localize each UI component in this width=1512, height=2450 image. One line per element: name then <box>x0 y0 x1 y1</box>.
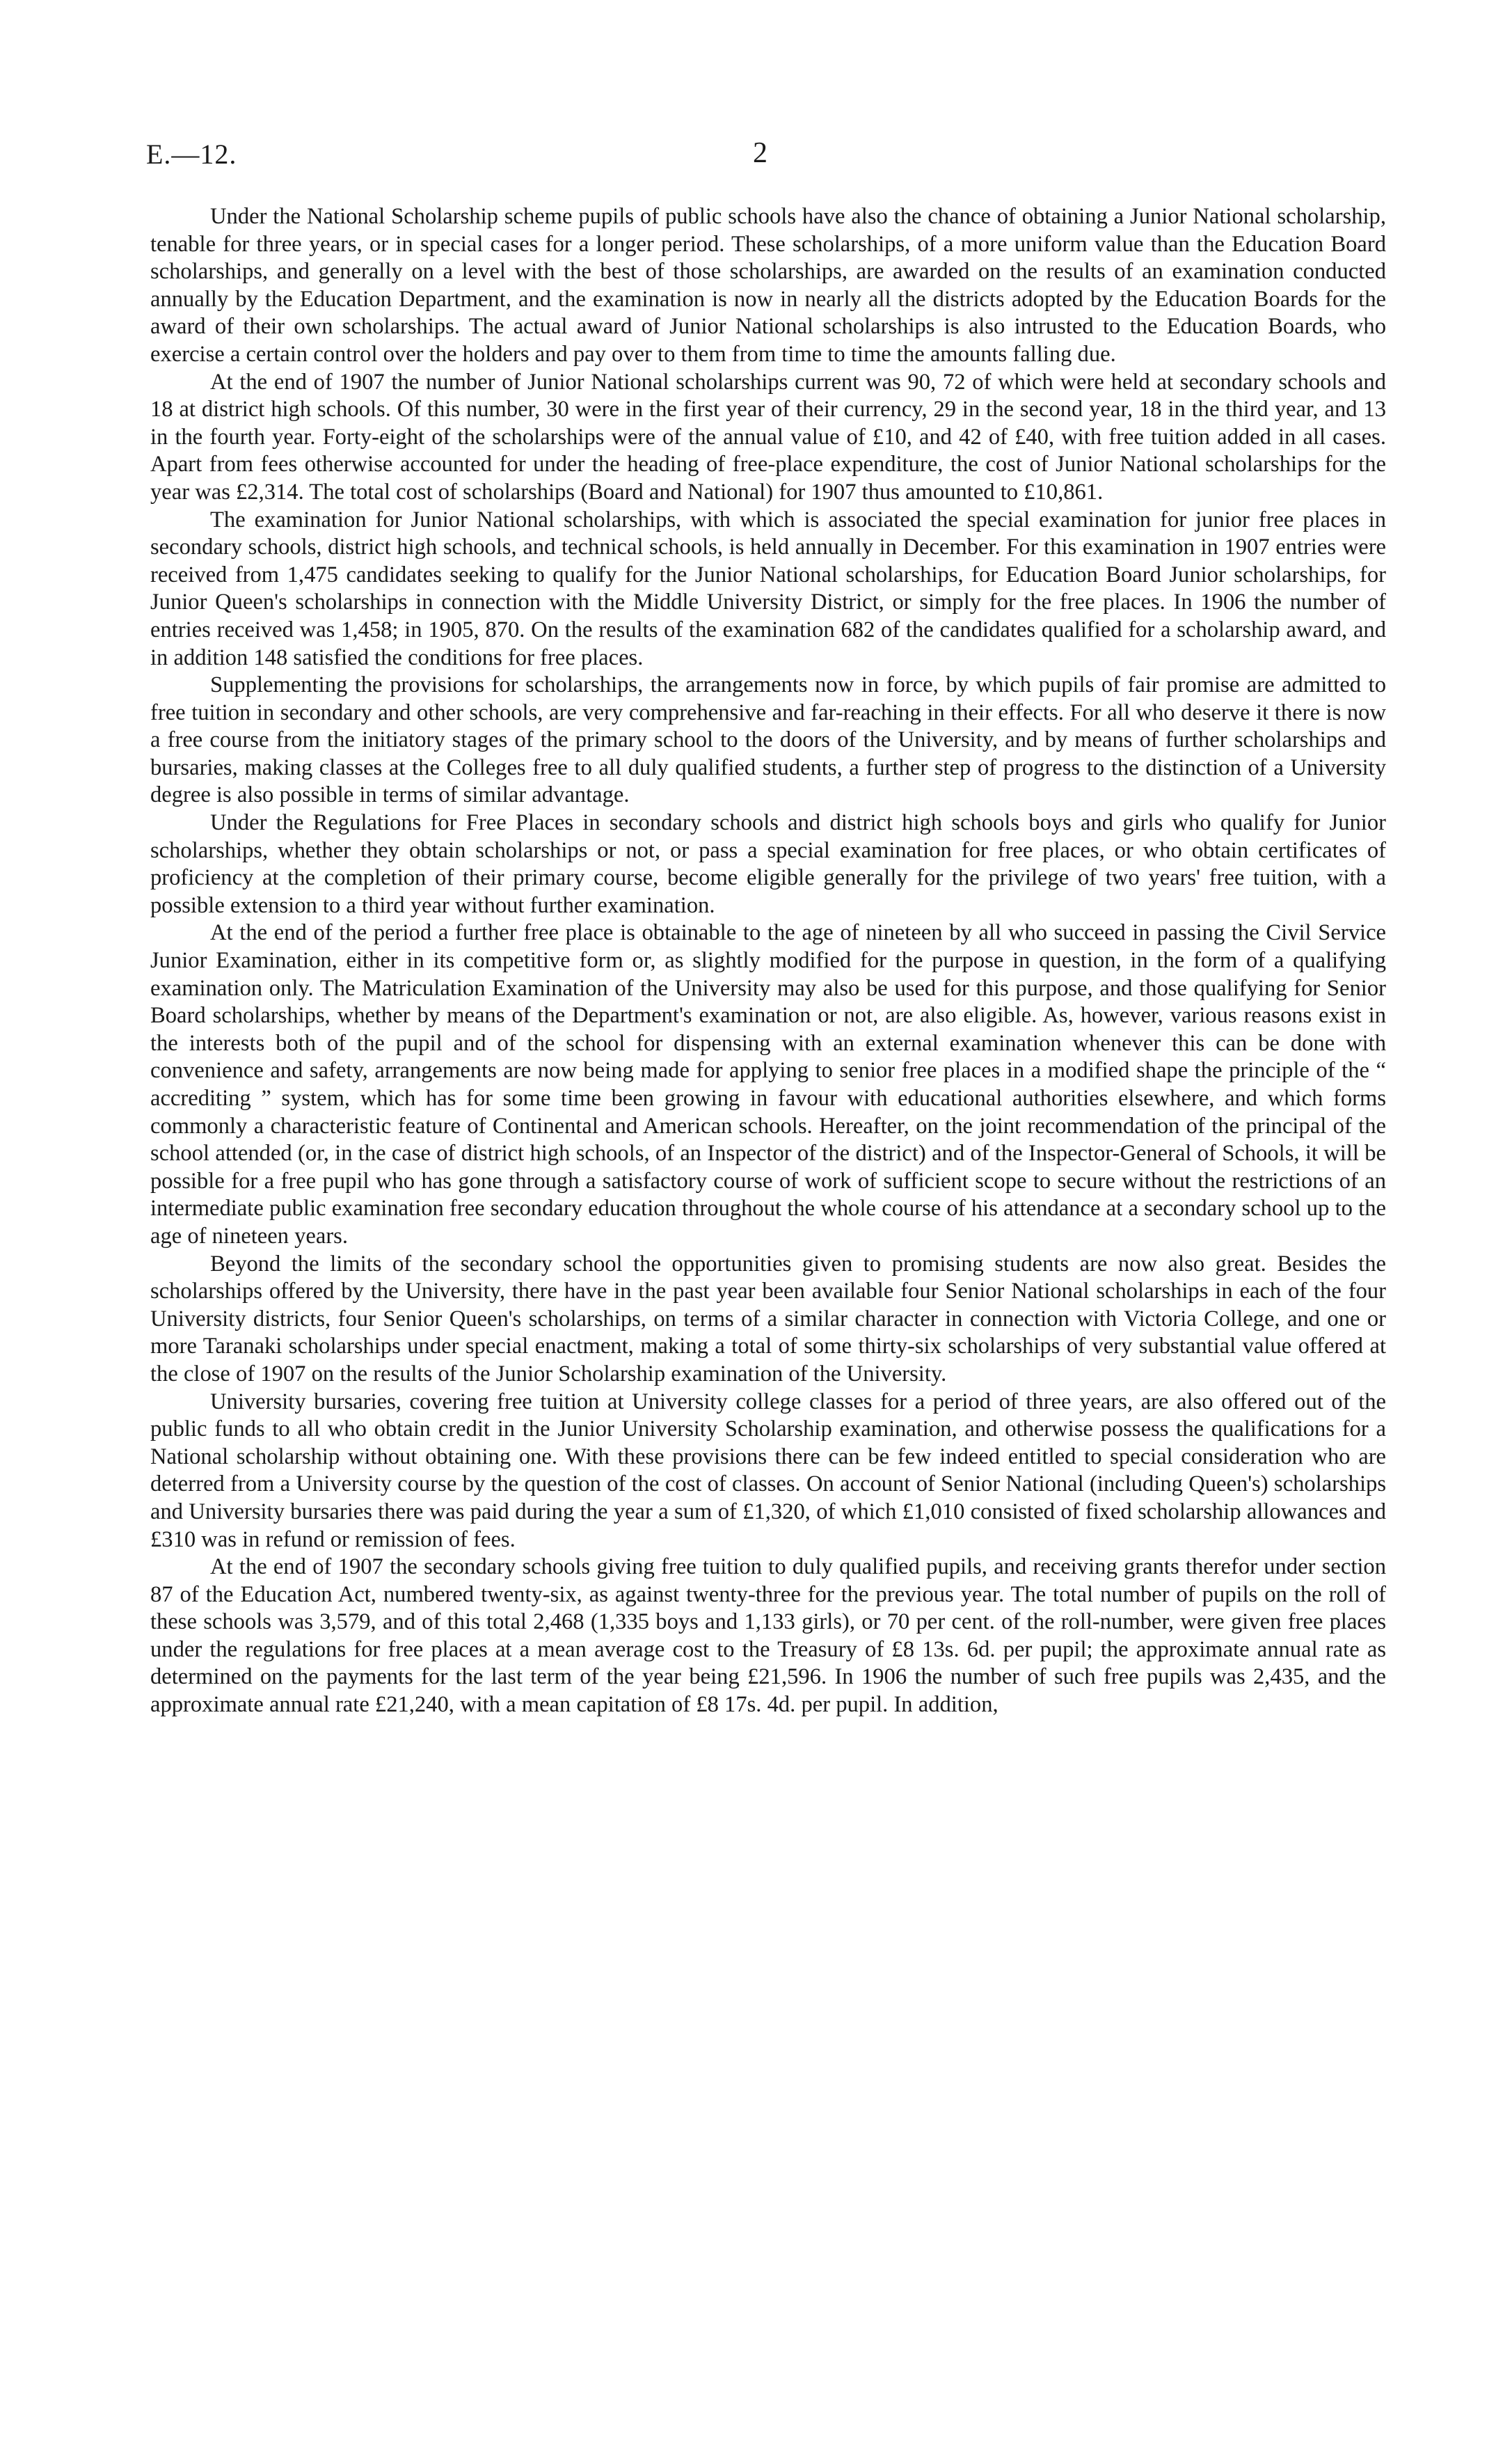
paragraph-university-bursaries: University bursaries, covering free tuition at University college classes for a period of three years, are also offered out of the public funds to all who obtain credit in the Junior University Scholarship examination, and otherwise possess the qualifications for a National scholarship without obtaining one. With these provisions there can be few indeed entitled to special consideration who are deterred from a University course by the question of the cost of classes. On account of Senior National (including Queen's) scholarships and University bursaries there was paid during the year a sum of £1,320, of which £1,010 consisted of fixed scholarship allowances and £310 was in refund or remission of fees. <box>150 1389 1386 1552</box>
paragraph-free-tuition-provisions: Supplementing the provisions for scholarships, the arrangements now in force, by which pupils of fair promise are admitted to free tuition in secondary and other schools, are very comprehensive and far-reaching in their effects. For all who deserve it there is now a free course from the initiatory stages of the primary school to the doors of the University, and by means of further scholarships and bursaries, making classes at the Colleges free to all duly qualified students, a further step of progress to the distinction of a University degree is also possible in terms of similar advantage. <box>150 672 1386 808</box>
paragraph-senior-free-places: At the end of the period a further free place is obtainable to the age of nineteen by all who succeed in passing the Civil Service Junior Examination, either in its competitive form or, as slightly modified for the purpose in question, in the form of a qualifying examination only. The Matriculation Examination of the University may also be used for this purpose, and those qualifying for Senior Board scholarships, whether by means of the Department's examination or not, are also eligible. As, however, various reasons exist in the interests both of the pupil and of the school for dispensing with an external examination whenever this can be done with convenience and safety, arrangements are now being made for applying to senior free places in a modified shape the principle of the “ accrediting ” system, which has for some time been growing in favour with educational authorities elsewhere, and which forms commonly a characteristic feature of Continental and American schools. Hereafter, on the joint recommendation of the principal of the school attended (or, in the case of district high schools, of an Inspector of the district) and of the Inspector-General of Schools, it will be possible for a free pupil who has gone through a satisfactory course of work of sufficient scope to secure without the restrictions of an intermediate public examination free secondary education throughout the whole course of his attendance at a secondary school up to the age of nineteen years. <box>150 920 1386 1249</box>
document-code: E.—12. <box>146 139 237 170</box>
paragraph-examination: The examination for Junior National scholarships, with which is associated the special examination for junior free places in secondary schools, district high schools, and technical schools, is held annually in December. For this examination in 1907 entries were received from 1,475 candidates seeking to qualify for the Junior National scholarships, for Education Board Junior scholarships, for Junior Queen's scholarships in connection with the Middle University District, or simply for the free places. In 1906 the number of entries received was 1,458; in 1905, 870. On the results of the examination 682 of the candidates qualified for a scholarship award, and in addition 148 satisfied the conditions for free places. <box>150 507 1386 670</box>
paragraph-secondary-schools-free-tuition: At the end of 1907 the secondary schools giving free tuition to duly qualified pupils, and receiving grants therefor under section 87 of the Education Act, numbered twenty-six, as against twenty-three for the previous year. The total number of pupils on the roll of these schools was 3,579, and of this total 2,468 (1,335 boys and 1,133 girls), or 70 per cent. of the roll-number, were given free places under the regulations for free places at a mean average cost to the Treasury of £8 13s. 6d. per pupil; the approximate annual rate as determined on the payments for the last term of the year being £21,596. In 1906 the number of such free pupils was 2,435, and the approximate annual rate £21,240, with a mean capitation of £8 17s. 4d. per pupil. In addition, <box>150 1554 1386 1718</box>
paragraph-free-places-regulations: Under the Regulations for Free Places in secondary schools and district high schools boys and girls who qualify for Junior scholarships, whether they obtain scholarships or not, or pass a special examination for free places, or who obtain certificates of proficiency at the completion of their primary course, become eligible generally for the privilege of two years' free tuition, with a possible extension to a third year without further examination. <box>150 810 1386 918</box>
paragraph-junior-national-scheme: Under the National Scholarship scheme pupils of public schools have also the chance of obtaining a Junior National scholarship, tenable for three years, or in special cases for a longer period. These scholarships, of a more uniform value than the Education Board scholarships, and generally on a level with the best of those scholarships, are awarded on the results of an examination conducted annually by the Education Department, and the examination is now in nearly all the districts adopted by the Education Boards for the award of their own scholarships. The actual award of Junior National scholarships is also intrusted to the Education Boards, who exercise a certain control over the holders and pay over to them from time to time the amounts falling due. <box>150 204 1386 367</box>
paragraph-scholarships-current-1907: At the end of 1907 the number of Junior National scholarships current was 90, 72 of which were held at secondary schools and 18 at district high schools. Of this number, 30 were in the first year of their currency, 29 in the second year, 18 in the third year, and 13 in the fourth year. Forty-eight of the scholarships were of the annual value of £10, and 42 of £40, with free tuition added in all cases. Apart from fees otherwise accounted for under the heading of free-place expenditure, the cost of Junior National scholarships for the year was £2,314. The total cost of scholarships (Board and National) for 1907 thus amounted to £10,861. <box>150 369 1386 505</box>
body-text <box>150 203 1386 1719</box>
paragraph-university-scholarships: Beyond the limits of the secondary school the opportunities given to promising students are now also great. Besides the scholarships offered by the University, there have in the past year been available four Senior National scholarships in each of the four University districts, four Senior Queen's scholarships, on terms of a similar character in connection with Victoria College, and one or more Taranaki scholarships under special enactment, making a total of some thirty-six scholarships of very substantial value offered at the close of 1907 on the results of the Junior Scholarship examination of the University. <box>150 1251 1386 1386</box>
page-number: 2 <box>753 137 767 169</box>
